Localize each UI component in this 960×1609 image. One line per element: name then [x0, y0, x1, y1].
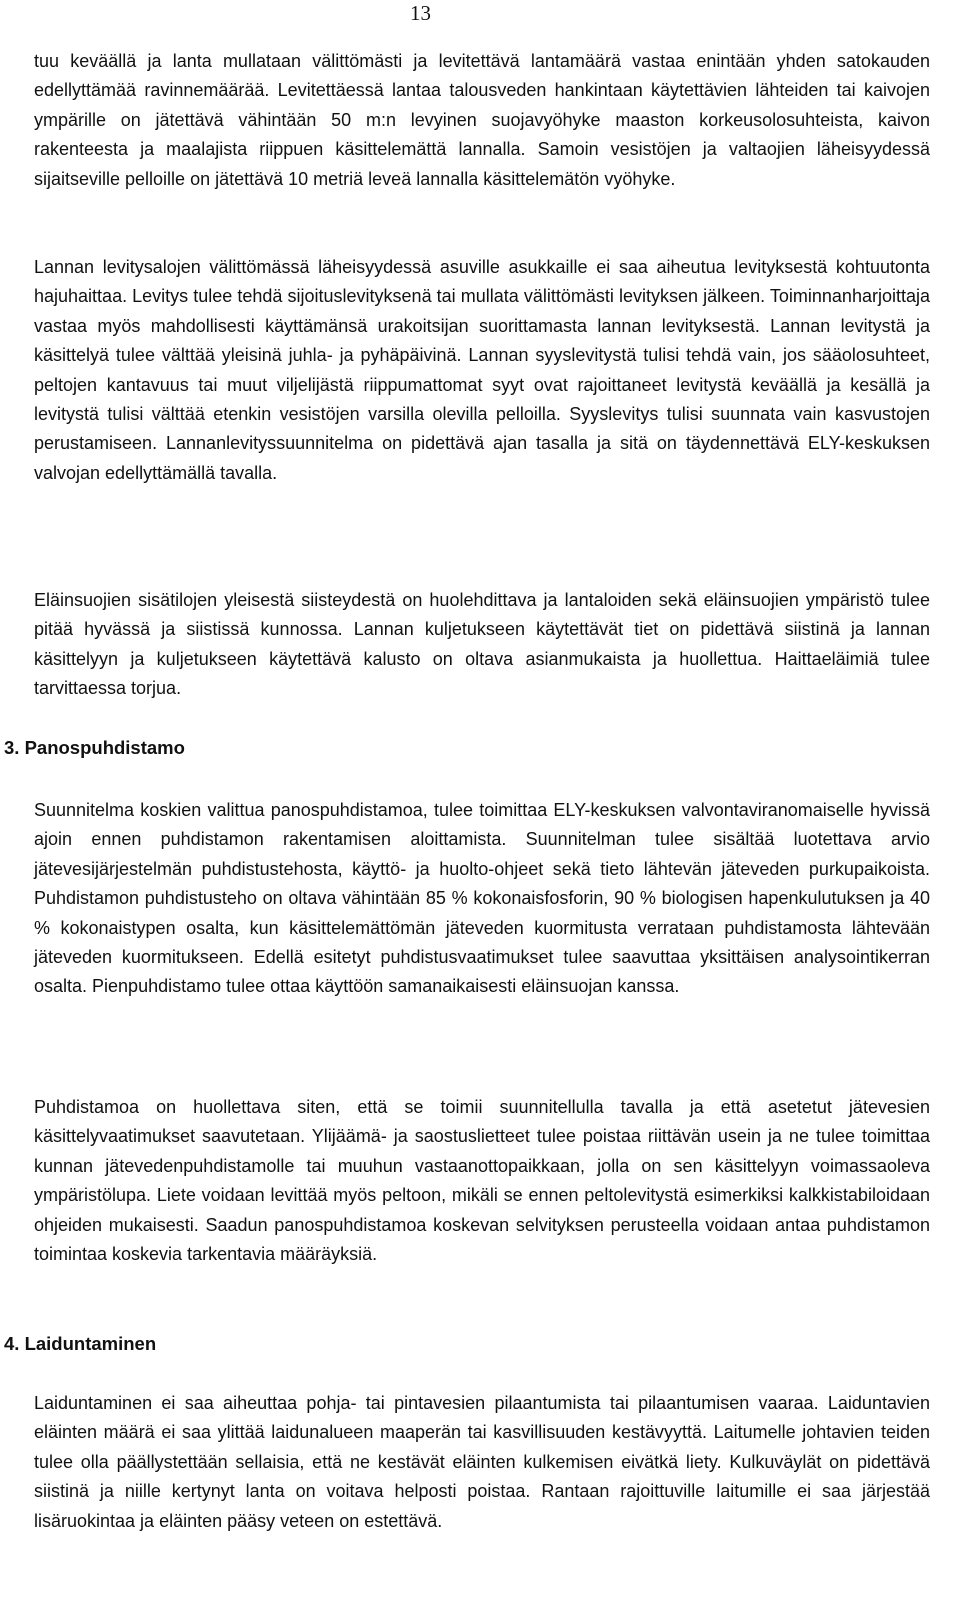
- paragraph-odour-nuisance: Lannan levitysalojen välittömässä läheisyydessä asuville asukkaille ei saa aiheutua levityksestä kohtuutonta hajuhaittaa. Levitys tulee tehdä sijoituslevityksenä tai mullata välittömästi levityksen jälkeen. Toiminnanharjoittaja vastaa myös mahdollisesti käyttämänsä urakoitsijan suorittamasta lannan levityksestä. Lannan levitystä ja käsittelyä tulee välttää yleisinä juhla- ja pyhäpäivinä. Lannan syyslevitystä tulisi tehdä vain, jos sääolosuhteet, peltojen kantavuus tai muut viljelijästä riippumattomat syyt ovat rajoittaneet levitystä keväällä ja kesällä ja levitystä tulisi välttää etenkin vesistöjen varsilla olevilla pelloilla. Syyslevitys tulisi suunnata vain kasvustojen perustamiseen. Lannanlevityssuunnitelma on pidettävä ajan tasalla ja sitä on täydennettävä ELY-keskuksen valvojan edellyttämällä tavalla.: [34, 257, 930, 483]
- section-heading-panospuhdistamo: 3. Panospuhdistamo: [4, 737, 185, 758]
- paragraph-plant-maintenance: Puhdistamoa on huollettava siten, että se toimii suunnitellulla tavalla ja että asetetut jätevesien käsittelyvaatimukset saavutetaan. Ylijäämä- ja saostuslietteet tulee poistaa riittävän usein ja ne tulee toimittaa kunnan jätevedenpuhdistamolle tai muuhun vastaanottopaikkaan, jolla on sen käsittelyyn voimassaoleva ympäristölupa. Liete voidaan levittää myös peltoon, mikäli se ennen peltolevitystä esimerkiksi kalkkistabiloidaan ohjeiden mukaisesti. Saadun panospuhdistamoa koskevan selvityksen perusteella voidaan antaa puhdistamon toimintaa koskevia tarkentavia määräyksiä.: [34, 1097, 930, 1265]
- section-heading-laiduntaminen: 4. Laiduntaminen: [4, 1333, 157, 1354]
- paragraph-animal-shelter-tidiness: Eläinsuojien sisätilojen yleisestä siisteydestä on huolehdittava ja lantaloiden sekä eläinsuojien ympäristö tulee pitää hyvässä ja siistissä kunnossa. Lannan kuljetukseen käytettävät tiet on pidettävä siistinä ja lannan käsittelyyn ja kuljetukseen käytettävä kalusto on oltava asianmukaista ja huollettua. Haittaeläimiä tulee tarvittaessa torjua.: [34, 590, 930, 699]
- paragraph-treatment-plan: Suunnitelma koskien valittua panospuhdistamoa, tulee toimittaa ELY-keskuksen valvontaviranomaiselle hyvissä ajoin ennen puhdistamon rakentamisen aloittamista. Suunnitelman tulee sisältää luotettava arvio jätevesijärjestelmän puhdistustehosta, käyttö- ja huolto-ohjeet sekä tieto lähtevän jäteveden purkupaikoista. Puhdistamon puhdistusteho on oltava vähintään 85 % kokonaisfosforin, 90 % biologisen hapenkulutuksen ja 40 % kokonaistypen osalta, kun käsittelemättömän jäteveden kuormitusta verrataan puhdistamosta lähtevään jäteveden kuormitukseen. Edellä esitetyt puhdistusvaatimukset tulee saavuttaa yksittäisen analysointikerran osalta. Pienpuhdistamo tulee ottaa käyttöön samanaikaisesti eläinsuojan kanssa.: [34, 800, 930, 997]
- page-number: 13: [410, 1, 431, 25]
- paragraph-manure-spreading: tuu keväällä ja lanta mullataan välittömästi ja levitettävä lantamäärä vastaa enintään yhden satokauden edellyttämää ravinnemäärää. Levitettäessä lantaa talousveden hankintaan käytettävien lähteiden tai kaivojen ympärille on jätettävä vähintään 50 m:n levyinen suojavyöhyke maaston korkeusolosuhteista, kaivon rakenteesta ja maalajista riippuen käsittelemättä lannalla. Samoin vesistöjen ja valtaojien läheisyydessä sijaitseville pelloille on jätettävä 10 metriä leveä lannalla käsittelemätön vyöhyke.: [34, 51, 930, 189]
- paragraph-grazing: Laiduntaminen ei saa aiheuttaa pohja- tai pintavesien pilaantumista tai pilaantumisen vaaraa. Laiduntavien eläinten määrä ei saa ylittää laidunalueen maaperän tai kasvillisuuden kestävyyttä. Laitumelle johtavien teiden tulee olla päällystettään sellaisia, että ne kestävät eläinten kulkemisen eivätkä liety. Kulkuväylät on pidettävä siistinä ja niille kertynyt lanta on voitava helposti poistaa. Rantaan rajoittuville laitumille ei saa järjestää lisäruokintaa ja eläinten pääsy veteen on estettävä.: [34, 1393, 930, 1531]
